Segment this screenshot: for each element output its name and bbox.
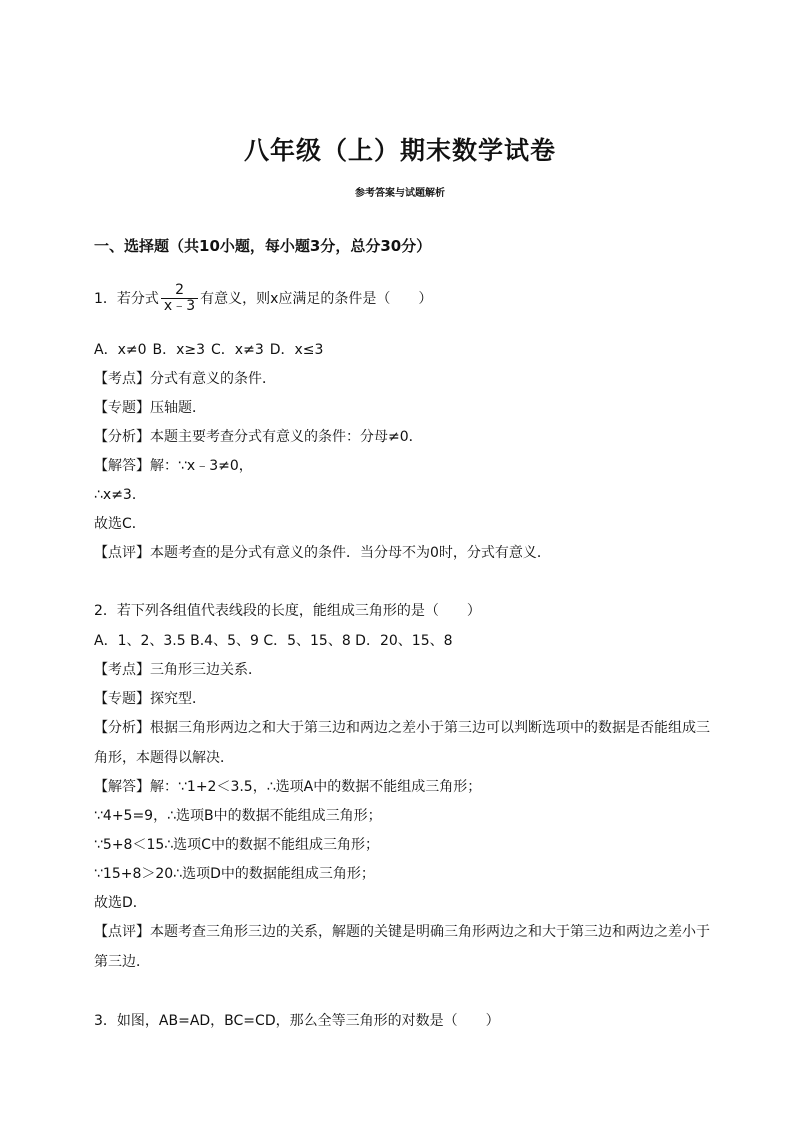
q1-fraction [161,283,198,314]
page-subtitle: 参考答案与试题解析 [355,188,445,199]
q1-option-d: D．x≤3 [269,342,324,358]
q1-zhuanti: 【专题】压轴题． [94,400,206,416]
q1-jieda: 【解答】解：∵x﹣3≠0， [94,458,253,474]
q2-stem: 2．若下列各组值代表线段的长度，能组成三角形的是（ ） [94,603,481,619]
q1-stem-prefix: 1．若分式 [94,291,159,307]
q2-fenxi-line1: 【分析】根据三角形两边之和大于第三边和两边之差小于第三边可以判断选项中的数据是否能组成三 [94,720,710,736]
q1-option-a: A．x≠0 [94,342,147,358]
q1-choose: 故选C． [94,516,146,532]
q1-kaodian: 【考点】分式有意义的条件． [94,371,276,387]
page-title: 八年级（上）期末数学试卷 [243,136,556,165]
section-heading: 一、选择题（共10小题，每小题3分，总分30分） [94,237,432,255]
q2-dianping-line2: 第三边． [94,954,150,970]
q1-option-c: C．x≠3 [211,342,264,358]
q1-fraction-numerator: 2 [161,283,198,299]
q2-choose: 故选D． [94,895,147,911]
q2-zhuanti: 【专题】探究型． [94,691,206,707]
q1-fraction-denominator: x﹣3 [163,297,196,314]
q2-jieda: 【解答】解：∵1+2＜3.5，∴选项A中的数据不能组成三角形； [94,779,482,795]
q1-options [94,339,329,359]
q1-stem [94,278,432,318]
q1-step2: ∴x≠3． [94,487,146,503]
q1-stem-suffix: 有意义，则x应满足的条件是（ ） [200,291,433,307]
q3-stem: 3．如图，AB=AD，BC=CD，那么全等三角形的对数是（ ） [94,1013,500,1029]
q2-options: A．1、2、3.5 B.4、5、9 C．5、15、8 D．20、15、8 [94,633,453,649]
q2-dianping-line1: 【点评】本题考查三角形三边的关系，解题的关键是明确三角形两边之和大于第三边和两边之差小于 [94,924,710,940]
q2-kaodian: 【考点】三角形三边关系． [94,662,262,678]
q2-fenxi-line2: 角形，本题得以解决． [94,750,234,766]
q1-dianping: 【点评】本题考查的是分式有意义的条件．当分母不为0时，分式有意义． [94,545,551,561]
q2-step-d: ∵15+8＞20∴选项D中的数据能组成三角形； [94,866,375,882]
q1-option-b: B．x≥3 [152,342,206,358]
q2-step-b: ∵4+5=9，∴选项B中的数据不能组成三角形； [94,808,382,824]
q2-step-c: ∵5+8＜15∴选项C中的数据不能组成三角形； [94,837,379,853]
q1-fenxi: 【分析】本题主要考查分式有意义的条件：分母≠0． [94,429,423,445]
